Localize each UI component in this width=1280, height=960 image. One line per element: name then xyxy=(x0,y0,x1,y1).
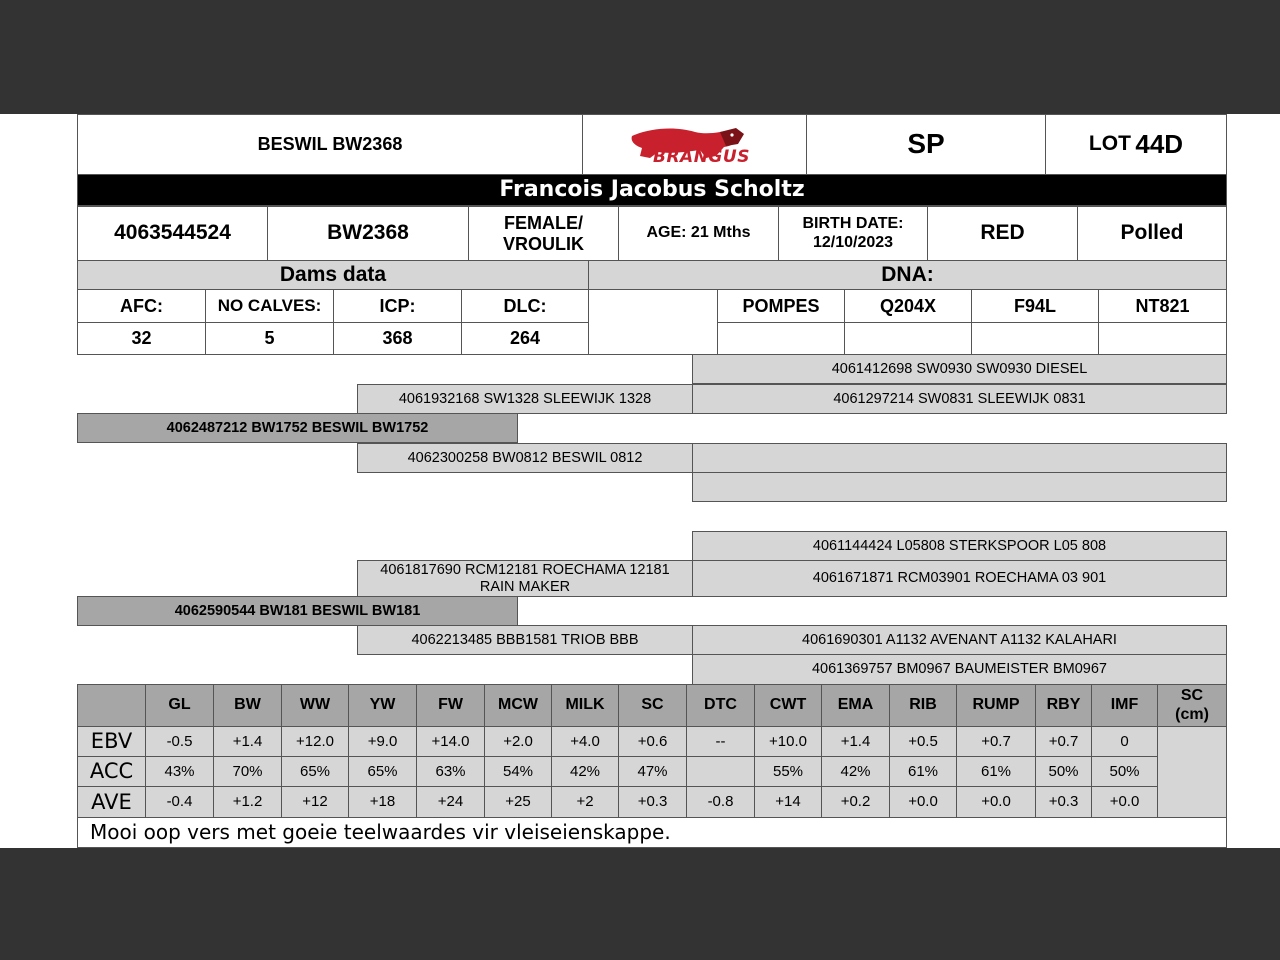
ebv-acc-cwt: 55% xyxy=(754,756,822,787)
dna-value-nt821 xyxy=(1098,322,1227,355)
pedigree-dam-sire-dam: 4061671871 RCM03901 ROECHAMA 03 901 xyxy=(692,560,1227,597)
dams-header-no-calves: NO CALVES: xyxy=(205,289,334,323)
ebv-ebv-imf: 0 xyxy=(1091,726,1158,757)
ebv-header-rump: RUMP xyxy=(956,684,1036,727)
lot-number: 44D xyxy=(1135,128,1184,159)
ebv-ave-bw: +1.2 xyxy=(213,786,282,818)
ebv-acc-dtc xyxy=(686,756,755,787)
ebv-ebv-milk: +4.0 xyxy=(551,726,619,757)
color: RED xyxy=(927,206,1078,261)
animal-name: BESWIL BW2368 xyxy=(77,114,583,175)
sex xyxy=(468,206,619,261)
sex-line2: VROULIK xyxy=(503,233,584,254)
dams-value-no-calves: 5 xyxy=(205,322,334,355)
dna-header-pompes: POMPES xyxy=(717,289,845,323)
birth-date-label: BIRTH DATE: xyxy=(802,215,904,233)
ebv-row-label-ebv: EBV xyxy=(77,726,146,757)
ebv-ave-rib: +0.0 xyxy=(889,786,957,818)
dams-value-afc: 32 xyxy=(77,322,206,355)
ebv-header-yw: YW xyxy=(348,684,417,727)
ebv-ave-imf: +0.0 xyxy=(1091,786,1158,818)
ebv-header-rib: RIB xyxy=(889,684,957,727)
ebv-acc-rby: 50% xyxy=(1035,756,1092,787)
lot-sheet xyxy=(0,114,1280,848)
ebv-header-mcw: MCW xyxy=(484,684,552,727)
ebv-ave-cwt: +14 xyxy=(754,786,822,818)
pedigree-sire: 4062487212 BW1752 BESWIL BW1752 xyxy=(77,413,518,443)
ebv-header-ema: EMA xyxy=(821,684,890,727)
ebv-acc-rib: 61% xyxy=(889,756,957,787)
ebv-ebv-cwt: +10.0 xyxy=(754,726,822,757)
ebv-header-corner xyxy=(77,684,146,727)
ebv-acc-yw: 65% xyxy=(348,756,417,787)
pedigree-dam-dam-dam: 4061369757 BM0967 BAUMEISTER BM0967 xyxy=(692,654,1227,685)
ebv-header-sc: SC xyxy=(618,684,687,727)
ebv-ave-fw: +24 xyxy=(416,786,485,818)
ebv-header-gl: GL xyxy=(145,684,214,727)
pedigree-dam-dam: 4062213485 BBB1581 TRIOB BBB xyxy=(357,625,693,655)
pedigree-sire-dam-dam xyxy=(692,472,1227,502)
dna-value-pompes xyxy=(717,322,845,355)
ebv-header-dtc: DTC xyxy=(686,684,755,727)
ebv-ebv-sc: +0.6 xyxy=(618,726,687,757)
ebv-ave-dtc: -0.8 xyxy=(686,786,755,818)
ebv-row-label-ave: AVE xyxy=(77,786,146,818)
dna-value-q204x xyxy=(844,322,972,355)
pedigree-dam-sire-line1: 4061817690 RCM12181 ROECHAMA 12181 xyxy=(380,561,670,578)
ebv-acc-mcw: 54% xyxy=(484,756,552,787)
ebv-header-sc-line1: SC xyxy=(1180,687,1204,705)
ebv-acc-bw: 70% xyxy=(213,756,282,787)
lot-label xyxy=(1045,114,1227,175)
ebv-header-fw: FW xyxy=(416,684,485,727)
pedigree-sire-sire-sire: 4061412698 SW0930 SW0930 DIESEL xyxy=(692,354,1227,384)
ebv-ave-sc: +0.3 xyxy=(618,786,687,818)
comment: Mooi oop vers met goeie teelwaardes vir vleiseienskappe. xyxy=(77,817,1227,848)
id-number: 4063544524 xyxy=(77,206,268,261)
horn-status: Polled xyxy=(1077,206,1227,261)
dna-title: DNA: xyxy=(588,260,1227,290)
ebv-acc-ww: 65% xyxy=(281,756,349,787)
ebv-header-imf: IMF xyxy=(1091,684,1158,727)
ebv-acc-rump: 61% xyxy=(956,756,1036,787)
ebv-ave-ww: +12 xyxy=(281,786,349,818)
ebv-ave-yw: +18 xyxy=(348,786,417,818)
ebv-acc-sc: 47% xyxy=(618,756,687,787)
ebv-header-sc-cm xyxy=(1157,684,1227,727)
pedigree-dam-sire-sire: 4061144424 L05808 STERKSPOOR L05 808 xyxy=(692,531,1227,561)
ebv-header-milk: MILK xyxy=(551,684,619,727)
ebv-ebv-rib: +0.5 xyxy=(889,726,957,757)
ebv-ebv-bw: +1.4 xyxy=(213,726,282,757)
age: AGE: 21 Mths xyxy=(618,206,779,261)
ebv-ebv-mcw: +2.0 xyxy=(484,726,552,757)
ebv-ave-ema: +0.2 xyxy=(821,786,890,818)
ebv-ebv-rby: +0.7 xyxy=(1035,726,1092,757)
dna-blank-cell xyxy=(588,289,718,355)
sex-line1: FEMALE/ xyxy=(504,212,583,233)
class-code: SP xyxy=(806,114,1046,175)
ebv-ebv-ww: +12.0 xyxy=(281,726,349,757)
ebv-header-ww: WW xyxy=(281,684,349,727)
pedigree-sire-dam: 4062300258 BW0812 BESWIL 0812 xyxy=(357,443,693,473)
ebv-ave-gl: -0.4 xyxy=(145,786,214,818)
pedigree-dam-dam-sire: 4061690301 A1132 AVENANT A1132 KALAHARI xyxy=(692,625,1227,655)
pedigree-dam: 4062590544 BW181 BESWIL BW181 xyxy=(77,596,518,626)
pedigree-sire-dam-sire xyxy=(692,443,1227,473)
dna-header-q204x: Q204X xyxy=(844,289,972,323)
tag-number: BW2368 xyxy=(267,206,469,261)
dams-header-dlc: DLC: xyxy=(461,289,589,323)
ebv-acc-gl: 43% xyxy=(145,756,214,787)
ebv-acc-fw: 63% xyxy=(416,756,485,787)
ebv-ave-rby: +0.3 xyxy=(1035,786,1092,818)
pedigree-sire-sire: 4061932168 SW1328 SLEEWIJK 1328 xyxy=(357,384,693,414)
ebv-ebv-ema: +1.4 xyxy=(821,726,890,757)
ebv-acc-milk: 42% xyxy=(551,756,619,787)
ebv-ebv-yw: +9.0 xyxy=(348,726,417,757)
ebv-ave-rump: +0.0 xyxy=(956,786,1036,818)
dams-value-icp: 368 xyxy=(333,322,462,355)
ebv-header-cwt: CWT xyxy=(754,684,822,727)
pedigree-sire-sire-dam: 4061297214 SW0831 SLEEWIJK 0831 xyxy=(692,384,1227,414)
brangus-logo xyxy=(582,114,807,175)
ebv-ebv-dtc: -- xyxy=(686,726,755,757)
ebv-ebv-rump: +0.7 xyxy=(956,726,1036,757)
ebv-header-sc-line2: (cm) xyxy=(1175,705,1209,723)
logo-text: BRANGUS xyxy=(653,147,750,167)
ebv-acc-imf: 50% xyxy=(1091,756,1158,787)
owner-name: Francois Jacobus Scholtz xyxy=(77,174,1227,206)
pedigree-dam-sire xyxy=(357,560,693,597)
dams-header-afc: AFC: xyxy=(77,289,206,323)
dams-value-dlc: 264 xyxy=(461,322,589,355)
ebv-sc-cm-values xyxy=(1157,726,1227,818)
dams-header-icp: ICP: xyxy=(333,289,462,323)
dams-title: Dams data xyxy=(77,260,589,290)
dna-header-f94l: F94L xyxy=(971,289,1099,323)
ebv-row-label-acc: ACC xyxy=(77,756,146,787)
dna-value-f94l xyxy=(971,322,1099,355)
ebv-ave-milk: +2 xyxy=(551,786,619,818)
ebv-header-bw: BW xyxy=(213,684,282,727)
ebv-header-rby: RBY xyxy=(1035,684,1092,727)
ebv-ave-mcw: +25 xyxy=(484,786,552,818)
dna-header-nt821: NT821 xyxy=(1098,289,1227,323)
birth-date xyxy=(778,206,928,261)
ebv-ebv-fw: +14.0 xyxy=(416,726,485,757)
pedigree-dam-sire-line2: RAIN MAKER xyxy=(479,578,571,595)
ebv-ebv-gl: -0.5 xyxy=(145,726,214,757)
birth-date-value: 12/10/2023 xyxy=(812,233,894,251)
ebv-acc-ema: 42% xyxy=(821,756,890,787)
lot-prefix: LOT xyxy=(1088,132,1131,156)
